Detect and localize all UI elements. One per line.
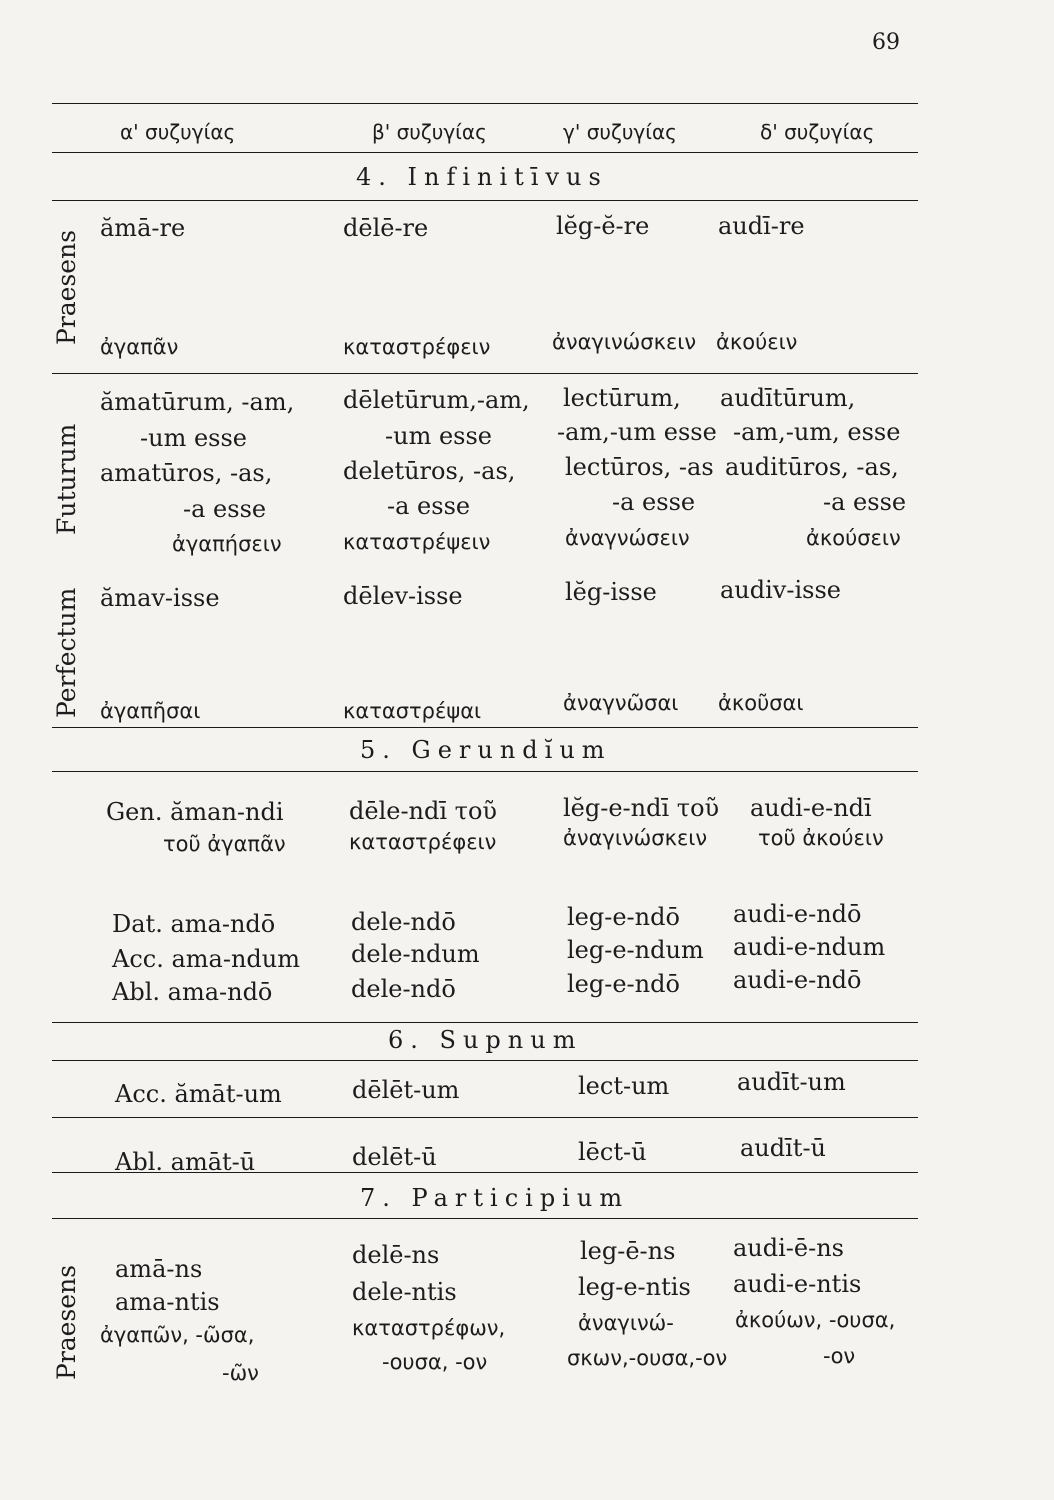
sup-abl-4: audīt-ū (740, 1134, 827, 1162)
column-header-1: α' συζυγίας (120, 120, 236, 144)
rule-supinum-mid (52, 1117, 918, 1118)
sup-abl-1: Abl. amāt-ū (115, 1148, 256, 1176)
ger-gen-lat-1: Gen. ăman-ndi (106, 798, 284, 826)
section-title-supinum: 6. Supnum (388, 1026, 583, 1054)
ger-dat-3: leg-e-ndō (567, 903, 680, 931)
part-nom-1: amā-ns (115, 1255, 203, 1283)
inf-fut-lat-3-2: deletūros, -as, (343, 457, 516, 485)
ger-gen-lat-2: dēle-ndī τοῦ (349, 797, 497, 825)
ger-acc-4: audi-e-ndum (733, 933, 886, 961)
ger-gen-gr-2: καταστρέφειν (349, 830, 497, 854)
inf-perf-lat-2: dēlev-isse (343, 582, 463, 610)
part-nom-2: delē-ns (352, 1241, 440, 1269)
part-nom-4: audi-ē-ns (733, 1234, 844, 1262)
inf-praes-lat-1: ămā-re (100, 214, 186, 242)
page-number: 69 (872, 30, 900, 55)
column-header-4: δ' συζυγίας (760, 120, 875, 144)
column-header-3: γ' συζυγίας (563, 120, 677, 144)
side-label-praesens-participium: Praesens (52, 1264, 81, 1380)
rule-header-bottom (52, 152, 918, 153)
inf-fut-lat-1-1: ămatūrum, -am, (100, 388, 295, 416)
rule-section-7-bottom (52, 1218, 918, 1219)
rule-praesens-bottom (52, 373, 918, 374)
part-gr-1-3: ἀναγινώ- (578, 1311, 674, 1335)
inf-perf-gr-1: ἀγαπῆσαι (100, 699, 201, 723)
inf-praes-lat-2: dēlē-re (343, 214, 429, 242)
ger-gen-gr-4: τοῦ ἀκούειν (758, 826, 884, 850)
ger-abl-3: leg-e-ndō (567, 970, 680, 998)
inf-praes-lat-3: lĕg-ĕ-re (556, 212, 650, 240)
sup-acc-2: dēlēt-um (352, 1076, 460, 1104)
rule-section-4-bottom (52, 200, 918, 201)
sup-abl-3: lēct-ū (578, 1138, 647, 1166)
part-nom-3: leg-ē-ns (580, 1237, 676, 1265)
part-gr-1-2: καταστρέφων, (352, 1316, 506, 1340)
inf-perf-lat-4: audiv-isse (720, 576, 841, 604)
inf-fut-lat-3-4: auditūros, -as, (725, 453, 899, 481)
ger-dat-1: Dat. ama-ndō (112, 910, 276, 938)
inf-perf-lat-3: lĕg-isse (565, 578, 657, 606)
inf-praes-gr-2: καταστρέφειν (343, 335, 491, 359)
ger-abl-1: Abl. ama-ndō (112, 978, 273, 1006)
inf-perf-lat-1: ămav-isse (100, 584, 220, 612)
inf-fut-gr-4: ἀκούσειν (806, 526, 901, 550)
inf-fut-gr-1: ἀγαπήσειν (172, 532, 282, 556)
part-gr-1-1: ἀγαπῶν, -ῶσα, (100, 1323, 255, 1347)
sup-acc-3: lect-um (578, 1072, 670, 1100)
inf-praes-gr-4: ἀκούειν (716, 330, 798, 354)
inf-fut-lat-2-3: -am,-um esse (557, 418, 717, 446)
inf-praes-lat-4: audī-re (718, 212, 805, 240)
inf-fut-lat-1-4: audītūrum, (720, 384, 856, 412)
inf-fut-lat-1-3: lectūrum, (563, 384, 681, 412)
rule-section-6-bottom (52, 1060, 918, 1061)
part-gen-2: dele-ntis (352, 1278, 457, 1306)
part-gr-1-4: ἀκούων, -ουσα, (735, 1308, 896, 1332)
ger-acc-1: Acc. ama-ndum (112, 945, 300, 973)
part-gr-2-4: -ον (823, 1344, 856, 1368)
inf-fut-lat-4-3: -a esse (612, 488, 696, 516)
inf-fut-lat-2-2: -um esse (385, 422, 492, 450)
side-label-praesens: Praesens (52, 229, 81, 345)
rule-gerundium-bottom (52, 1022, 918, 1023)
ger-abl-2: dele-ndō (351, 975, 456, 1003)
ger-gen-gr-3: ἀναγινώσκειν (563, 826, 708, 850)
inf-fut-gr-3: ἀναγνώσειν (565, 526, 690, 550)
sup-abl-2: delēt-ū (352, 1143, 437, 1171)
part-gr-2-3: σκων,-ουσα,-ον (567, 1346, 728, 1370)
ger-dat-2: dele-ndō (351, 908, 456, 936)
inf-fut-lat-4-2: -a esse (387, 492, 471, 520)
section-title-infinitivus: 4. Infinitīvus (356, 163, 608, 191)
inf-perf-gr-4: ἀκοῦσαι (718, 691, 804, 715)
ger-gen-lat-4: audi-e-ndī (750, 794, 872, 822)
inf-fut-lat-2-1: -um esse (140, 424, 247, 452)
rule-section-5-bottom (52, 771, 918, 772)
part-gen-1: ama-ntis (115, 1288, 220, 1316)
part-gr-2-2: -ουσα, -ον (382, 1350, 488, 1374)
side-label-perfectum: Perfectum (52, 587, 81, 718)
rule-top (52, 103, 918, 104)
part-gr-2-1: -ῶν (222, 1361, 259, 1385)
inf-fut-lat-3-3: lectūros, -as (565, 453, 714, 481)
ger-acc-3: leg-e-ndum (567, 936, 704, 964)
part-gen-3: leg-e-ntis (578, 1273, 691, 1301)
inf-perf-gr-3: ἀναγνῶσαι (563, 691, 679, 715)
side-label-futurum: Futurum (52, 423, 81, 535)
inf-perf-gr-2: καταστρέψαι (343, 699, 482, 723)
inf-praes-gr-3: ἀναγινώσκειν (552, 330, 697, 354)
column-header-2: β' συζυγίας (372, 120, 487, 144)
inf-fut-lat-4-4: -a esse (823, 488, 907, 516)
inf-fut-lat-1-2: dēletūrum,-am, (343, 386, 530, 414)
ger-gen-gr-1: τοῦ ἀγαπᾶν (163, 832, 286, 856)
section-title-participium: 7. Participium (360, 1184, 630, 1212)
ger-abl-4: audi-e-ndō (733, 966, 862, 994)
ger-dat-4: audi-e-ndō (733, 900, 862, 928)
section-title-gerundium: 5. Gerundĭum (360, 736, 612, 764)
ger-gen-lat-3: lĕg-e-ndī τοῦ (563, 794, 720, 822)
inf-fut-lat-3-1: amatūros, -as, (100, 459, 273, 487)
inf-fut-lat-2-4: -am,-um, esse (733, 418, 901, 446)
rule-perfectum-bottom (52, 727, 918, 728)
sup-acc-1: Acc. ămāt-um (115, 1080, 282, 1108)
sup-acc-4: audīt-um (737, 1068, 846, 1096)
inf-fut-gr-2: καταστρέψειν (343, 530, 491, 554)
inf-praes-gr-1: ἀγαπᾶν (100, 335, 179, 359)
ger-acc-2: dele-ndum (351, 940, 480, 968)
part-gen-4: audi-e-ntis (733, 1270, 862, 1298)
inf-fut-lat-4-1: -a esse (183, 495, 267, 523)
